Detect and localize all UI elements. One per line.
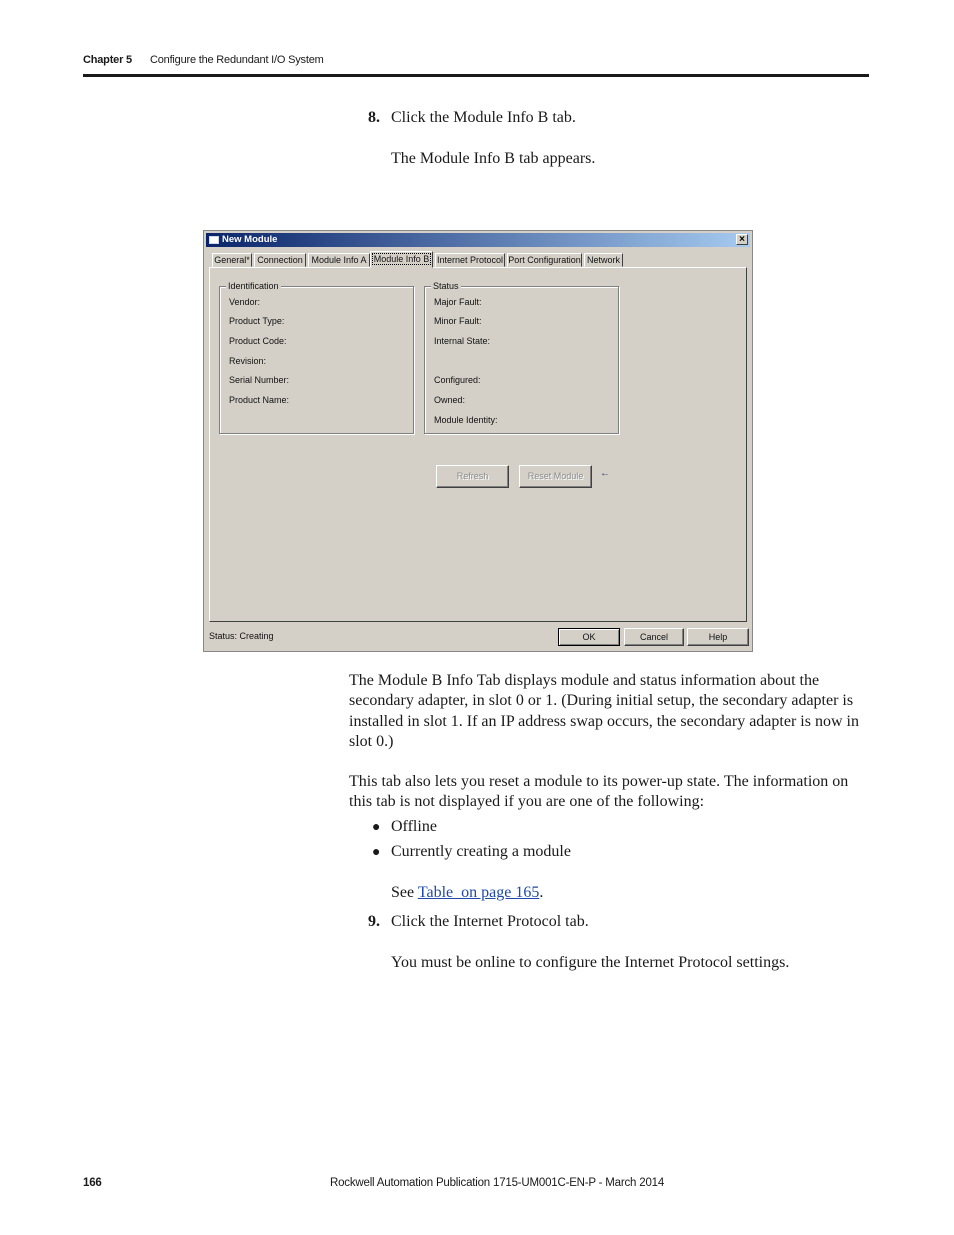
major-fault-label: Major Fault: <box>434 297 482 307</box>
see-suffix: . <box>539 884 544 901</box>
cancel-button[interactable]: Cancel <box>624 628 684 646</box>
product-name-label: Product Name: <box>229 395 290 405</box>
bullet-offline: Offline <box>391 818 437 835</box>
chapter-title: Configure the Redundant I/O System <box>150 54 324 66</box>
bullet-icon: ● <box>372 845 381 860</box>
paragraph-line: slot 0.) <box>349 732 394 750</box>
minor-fault-label: Minor Fault: <box>434 316 482 326</box>
dialog-titlebar <box>206 233 750 247</box>
tab-connection[interactable]: Connection <box>254 253 306 267</box>
step-9-number: 9. <box>368 913 380 930</box>
revision-label: Revision: <box>229 356 267 366</box>
reset-module-button[interactable]: Reset Module <box>519 465 592 488</box>
paragraph-module-b-info <box>349 671 859 752</box>
step-9-text: Click the Internet Protocol tab. <box>391 913 589 930</box>
page-number: 166 <box>83 1177 102 1189</box>
help-button[interactable]: Help <box>687 628 749 646</box>
step-8-number: 8. <box>368 109 380 126</box>
internal-state-label: Internal State: <box>434 336 491 346</box>
window-icon <box>209 236 219 244</box>
step-8-result: The Module Info B tab appears. <box>391 150 596 167</box>
status-bar-text: Status: Creating <box>209 631 274 641</box>
see-prefix: See <box>391 884 418 901</box>
ok-button[interactable]: OK <box>558 628 620 646</box>
see-reference <box>391 883 543 903</box>
owned-label: Owned: <box>434 395 466 405</box>
tab-module-info-b-label: Module Info B <box>373 254 430 264</box>
close-icon[interactable]: × <box>736 234 748 245</box>
step-8-text: Click the Module Info B tab. <box>391 109 576 126</box>
product-code-label: Product Code: <box>229 336 287 346</box>
configured-label: Configured: <box>434 375 481 385</box>
product-type-label: Product Type: <box>229 316 285 326</box>
vendor-label: Vendor: <box>229 297 261 307</box>
paragraph-line: this tab is not displayed if you are one of the following: <box>349 793 705 811</box>
table-page-link[interactable]: Table on page 165 <box>417 884 540 901</box>
refresh-button[interactable]: Refresh <box>436 465 509 488</box>
tab-port-configuration[interactable]: Port Configuration <box>508 255 581 265</box>
publication-info: Rockwell Automation Publication 1715-UM001C-EN-P - March 2014 <box>330 1177 665 1189</box>
paragraph-reset-info <box>349 772 848 813</box>
status-group <box>424 281 619 434</box>
dialog-title: New Module <box>222 234 278 245</box>
identification-legend: Identification <box>228 281 279 291</box>
header-rule <box>83 74 869 77</box>
identification-group <box>219 281 414 434</box>
chapter-label: Chapter 5 <box>83 54 132 66</box>
bullet-icon: ● <box>372 820 381 835</box>
serial-number-label: Serial Number: <box>229 375 290 385</box>
paragraph-line: secondary adapter, in slot 0 or 1. (During initial setup, the secondary adapter is <box>349 692 854 710</box>
paragraph-line: This tab also lets you reset a module to its power-up state. The information on <box>349 773 849 790</box>
arrow-left-icon: ← <box>600 468 610 479</box>
module-identity-label: Module Identity: <box>434 415 498 425</box>
step-9-result: You must be online to configure the Internet Protocol settings. <box>391 954 790 971</box>
tab-panel <box>209 267 747 622</box>
bullet-creating: Currently creating a module <box>391 843 571 860</box>
tab-module-info-b[interactable] <box>370 251 433 268</box>
paragraph-line: installed in slot 1. If an IP address swap occurs, the secondary adapter is now in <box>349 712 859 730</box>
paragraph-line: The Module B Info Tab displays module and status information about the <box>349 672 820 689</box>
tab-network[interactable]: Network <box>584 253 623 267</box>
status-legend: Status <box>433 281 459 291</box>
new-module-dialog <box>203 230 753 652</box>
tab-internet-protocol[interactable]: Internet Protocol <box>436 255 504 265</box>
tab-module-info-a[interactable]: Module Info A <box>308 253 370 267</box>
tab-general[interactable]: General* <box>212 253 252 267</box>
